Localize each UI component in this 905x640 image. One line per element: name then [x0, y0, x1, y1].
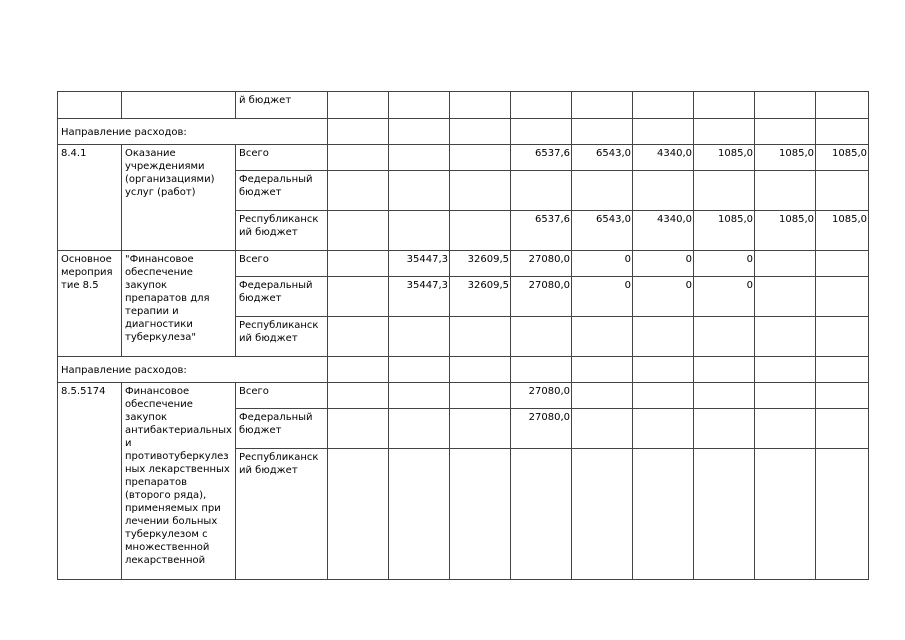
- value-cell: [328, 145, 389, 171]
- item-name-cell: Финансовое обеспечение закупок антибактериальных и противотуберкулезных лекарственных препаратов (второго ряда), применяемых при лечении больных туберкулезом с множественной лекарственной: [122, 383, 236, 580]
- value-cell: [328, 92, 389, 119]
- value-cell: [450, 145, 511, 171]
- item-name-cell: [122, 92, 236, 119]
- item-number-cell: Основное мероприятие 8.5: [58, 251, 122, 357]
- table-row: [58, 92, 869, 119]
- value-cell: [633, 171, 694, 211]
- value-cell: [694, 317, 755, 357]
- value-cell: [816, 383, 869, 409]
- value-cell: 6543,0: [572, 145, 633, 171]
- value-cell: [450, 449, 511, 580]
- value-cell: [450, 171, 511, 211]
- value-cell: 27080,0: [511, 277, 572, 317]
- value-cell: [328, 251, 389, 277]
- value-cell: [755, 251, 816, 277]
- value-cell: [389, 211, 450, 251]
- value-cell: 0: [633, 277, 694, 317]
- value-cell: [389, 171, 450, 211]
- value-cell: [633, 409, 694, 449]
- value-cell: [572, 409, 633, 449]
- value-cell: [694, 409, 755, 449]
- value-cell: [633, 92, 694, 119]
- value-cell: 27080,0: [511, 383, 572, 409]
- value-cell: [633, 449, 694, 580]
- value-cell: 6537,6: [511, 145, 572, 171]
- value-cell: 6537,6: [511, 211, 572, 251]
- value-cell: [694, 449, 755, 580]
- value-cell: [816, 449, 869, 580]
- value-cell: [328, 383, 389, 409]
- value-cell: 4340,0: [633, 145, 694, 171]
- value-cell: [572, 92, 633, 119]
- section-row: [58, 119, 869, 145]
- value-cell: [389, 145, 450, 171]
- value-cell: 1085,0: [816, 211, 869, 251]
- value-cell: 32609,5: [450, 277, 511, 317]
- value-cell: [694, 92, 755, 119]
- value-cell: [816, 171, 869, 211]
- funding-source-cell: Всего: [236, 383, 328, 409]
- value-cell: 1085,0: [694, 145, 755, 171]
- budget-table: [57, 91, 869, 580]
- funding-source-cell: Республиканский бюджет: [236, 211, 328, 251]
- value-cell: [389, 383, 450, 409]
- value-cell: [389, 317, 450, 357]
- item-number-cell: 8.4.1: [58, 145, 122, 251]
- value-cell: [755, 449, 816, 580]
- value-cell: 1085,0: [755, 145, 816, 171]
- value-cell: [816, 277, 869, 317]
- value-cell: [816, 317, 869, 357]
- value-cell: [450, 211, 511, 251]
- value-cell: [755, 92, 816, 119]
- value-cell: [572, 449, 633, 580]
- value-cell: [816, 409, 869, 449]
- value-cell: 0: [572, 277, 633, 317]
- funding-source-cell: Всего: [236, 145, 328, 171]
- value-cell: [816, 251, 869, 277]
- funding-source-cell: Республиканский бюджет: [236, 317, 328, 357]
- value-cell: [328, 409, 389, 449]
- value-cell: [511, 171, 572, 211]
- value-cell: [755, 409, 816, 449]
- funding-source-cell: Республиканский бюджет: [236, 449, 328, 580]
- value-cell: [755, 171, 816, 211]
- value-cell: [755, 277, 816, 317]
- value-cell: [389, 92, 450, 119]
- value-cell: [328, 449, 389, 580]
- value-cell: 27080,0: [511, 251, 572, 277]
- value-cell: 6543,0: [572, 211, 633, 251]
- section-label: Направление расходов:: [58, 357, 328, 383]
- value-cell: 35447,3: [389, 251, 450, 277]
- value-cell: 32609,5: [450, 251, 511, 277]
- value-cell: 1085,0: [816, 145, 869, 171]
- value-cell: [633, 317, 694, 357]
- value-cell: 4340,0: [633, 211, 694, 251]
- section-row: [58, 357, 869, 383]
- value-cell: [572, 317, 633, 357]
- value-cell: [816, 92, 869, 119]
- table-row: [58, 251, 869, 277]
- value-cell: [511, 317, 572, 357]
- value-cell: 27080,0: [511, 409, 572, 449]
- value-cell: [633, 383, 694, 409]
- value-cell: [694, 383, 755, 409]
- funding-source-cell: й бюджет: [236, 92, 328, 119]
- value-cell: [511, 449, 572, 580]
- value-cell: 1085,0: [694, 211, 755, 251]
- value-cell: 1085,0: [755, 211, 816, 251]
- item-name-cell: "Финансовое обеспечение закупок препаратов для терапии и диагностики туберкулеза": [122, 251, 236, 357]
- value-cell: [572, 383, 633, 409]
- value-cell: [328, 171, 389, 211]
- value-cell: [328, 317, 389, 357]
- value-cell: [389, 449, 450, 580]
- value-cell: 0: [694, 251, 755, 277]
- table-row: [58, 145, 869, 171]
- funding-source-cell: Федеральный бюджет: [236, 409, 328, 449]
- value-cell: 35447,3: [389, 277, 450, 317]
- section-label: Направление расходов:: [58, 119, 328, 145]
- value-cell: [755, 317, 816, 357]
- value-cell: [450, 317, 511, 357]
- value-cell: 0: [694, 277, 755, 317]
- funding-source-cell: Федеральный бюджет: [236, 277, 328, 317]
- value-cell: 0: [633, 251, 694, 277]
- value-cell: [755, 383, 816, 409]
- item-name-cell: Оказание учреждениями (организациями) услуг (работ): [122, 145, 236, 251]
- value-cell: [389, 409, 450, 449]
- value-cell: [328, 277, 389, 317]
- value-cell: [328, 211, 389, 251]
- value-cell: [511, 92, 572, 119]
- item-number-cell: 8.5.5174: [58, 383, 122, 580]
- table-row: [58, 383, 869, 409]
- value-cell: [450, 383, 511, 409]
- value-cell: [450, 409, 511, 449]
- value-cell: 0: [572, 251, 633, 277]
- item-number-cell: [58, 92, 122, 119]
- funding-source-cell: Федеральный бюджет: [236, 171, 328, 211]
- value-cell: [450, 92, 511, 119]
- value-cell: [572, 171, 633, 211]
- value-cell: [694, 171, 755, 211]
- funding-source-cell: Всего: [236, 251, 328, 277]
